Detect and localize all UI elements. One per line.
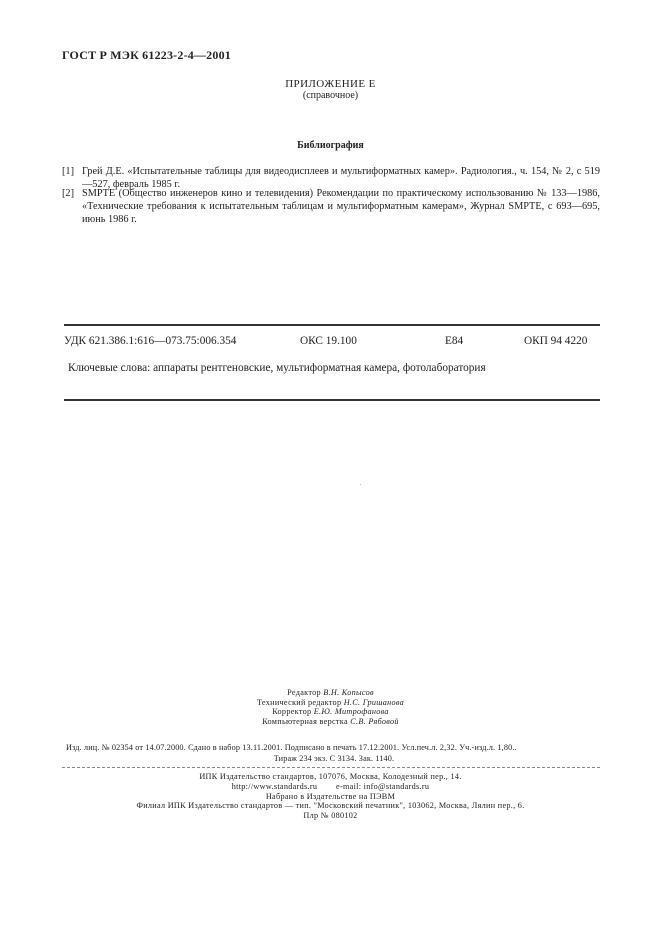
publisher-line-3: Набрано в Издательстве на ПЭВМ [265, 791, 396, 801]
ref-number: [1] [62, 166, 75, 177]
thin-divider [62, 767, 600, 768]
publisher-line-2: http://www.standards.ru e-mail: info@standards.ru [231, 781, 430, 791]
bottom-divider [64, 399, 600, 401]
appendix-title: ПРИЛОЖЕНИЕ Е [285, 78, 376, 90]
publisher-line-5: Плр № 080102 [303, 811, 358, 821]
okp-code: ОКП 94 4220 [524, 335, 588, 347]
publisher-line-1: ИПК Издательство стандартов, 107076, Москва, Колодезный пер., 14. [199, 772, 462, 781]
bibliography-ref-2 [62, 187, 600, 226]
document-header: ГОСТ Р МЭК 61223-2-4—2001 [62, 48, 231, 62]
credit-layout: Компьютерная верстка С.В. Рябовой [262, 716, 399, 726]
keywords: Ключевые слова: аппараты рентгеновские, мультиформатная камера, фотолаборатория [68, 362, 486, 374]
ref-text: SMPTE (Общество инженеров кино и телевидения) Рекомендации по практическому использованию № 133—1986, «Технические требования к испытательным таблицам и мультиформатным камерам», Журнал SMPTE, с 693—695, июнь 1986 г. [82, 188, 600, 225]
credit-corrector: Корректор Е.Ю. Митрофанова [272, 707, 389, 717]
udk-code: УДК 621.386.1:616—073.75:006.354 [64, 335, 237, 347]
e-code: Е84 [445, 335, 464, 347]
publication-line-1: Изд. лиц. № 02354 от 14.07.2000. Сдано в набор 13.11.2001. Подписано в печать 17.12.2001. Усл.печ.л. 2,32. Уч.-изд.л. 1,80.. [66, 743, 517, 752]
appendix-subtitle: (справочное) [302, 90, 359, 101]
speck [360, 484, 361, 485]
publication-info [66, 742, 602, 764]
credit-editor: Редактор В.Н. Копысов [287, 688, 374, 697]
publisher-block [0, 772, 661, 821]
top-divider [64, 324, 600, 326]
publication-line-2: Тираж 234 экз. С 3134. Зак. 1140. [273, 754, 395, 763]
credit-tech-editor: Технический редактор Н.С. Гришанова [256, 697, 405, 707]
oks-code: ОКС 19.100 [300, 335, 357, 347]
ref-text: Грей Д.Е. «Испытательные таблицы для видеодисплеев и мультиформатных камер». Радиология., ч. 154, № 2, с 519—527, февраль 1985 г. [82, 166, 600, 190]
credits-block [0, 688, 661, 726]
bibliography-title: Библиография [297, 140, 364, 151]
ref-number: [2] [62, 188, 75, 199]
publisher-line-4: Филиал ИПК Издательство стандартов — тип. "Московский печатник", 103062, Москва, Лялин пер., 6. [136, 801, 525, 811]
